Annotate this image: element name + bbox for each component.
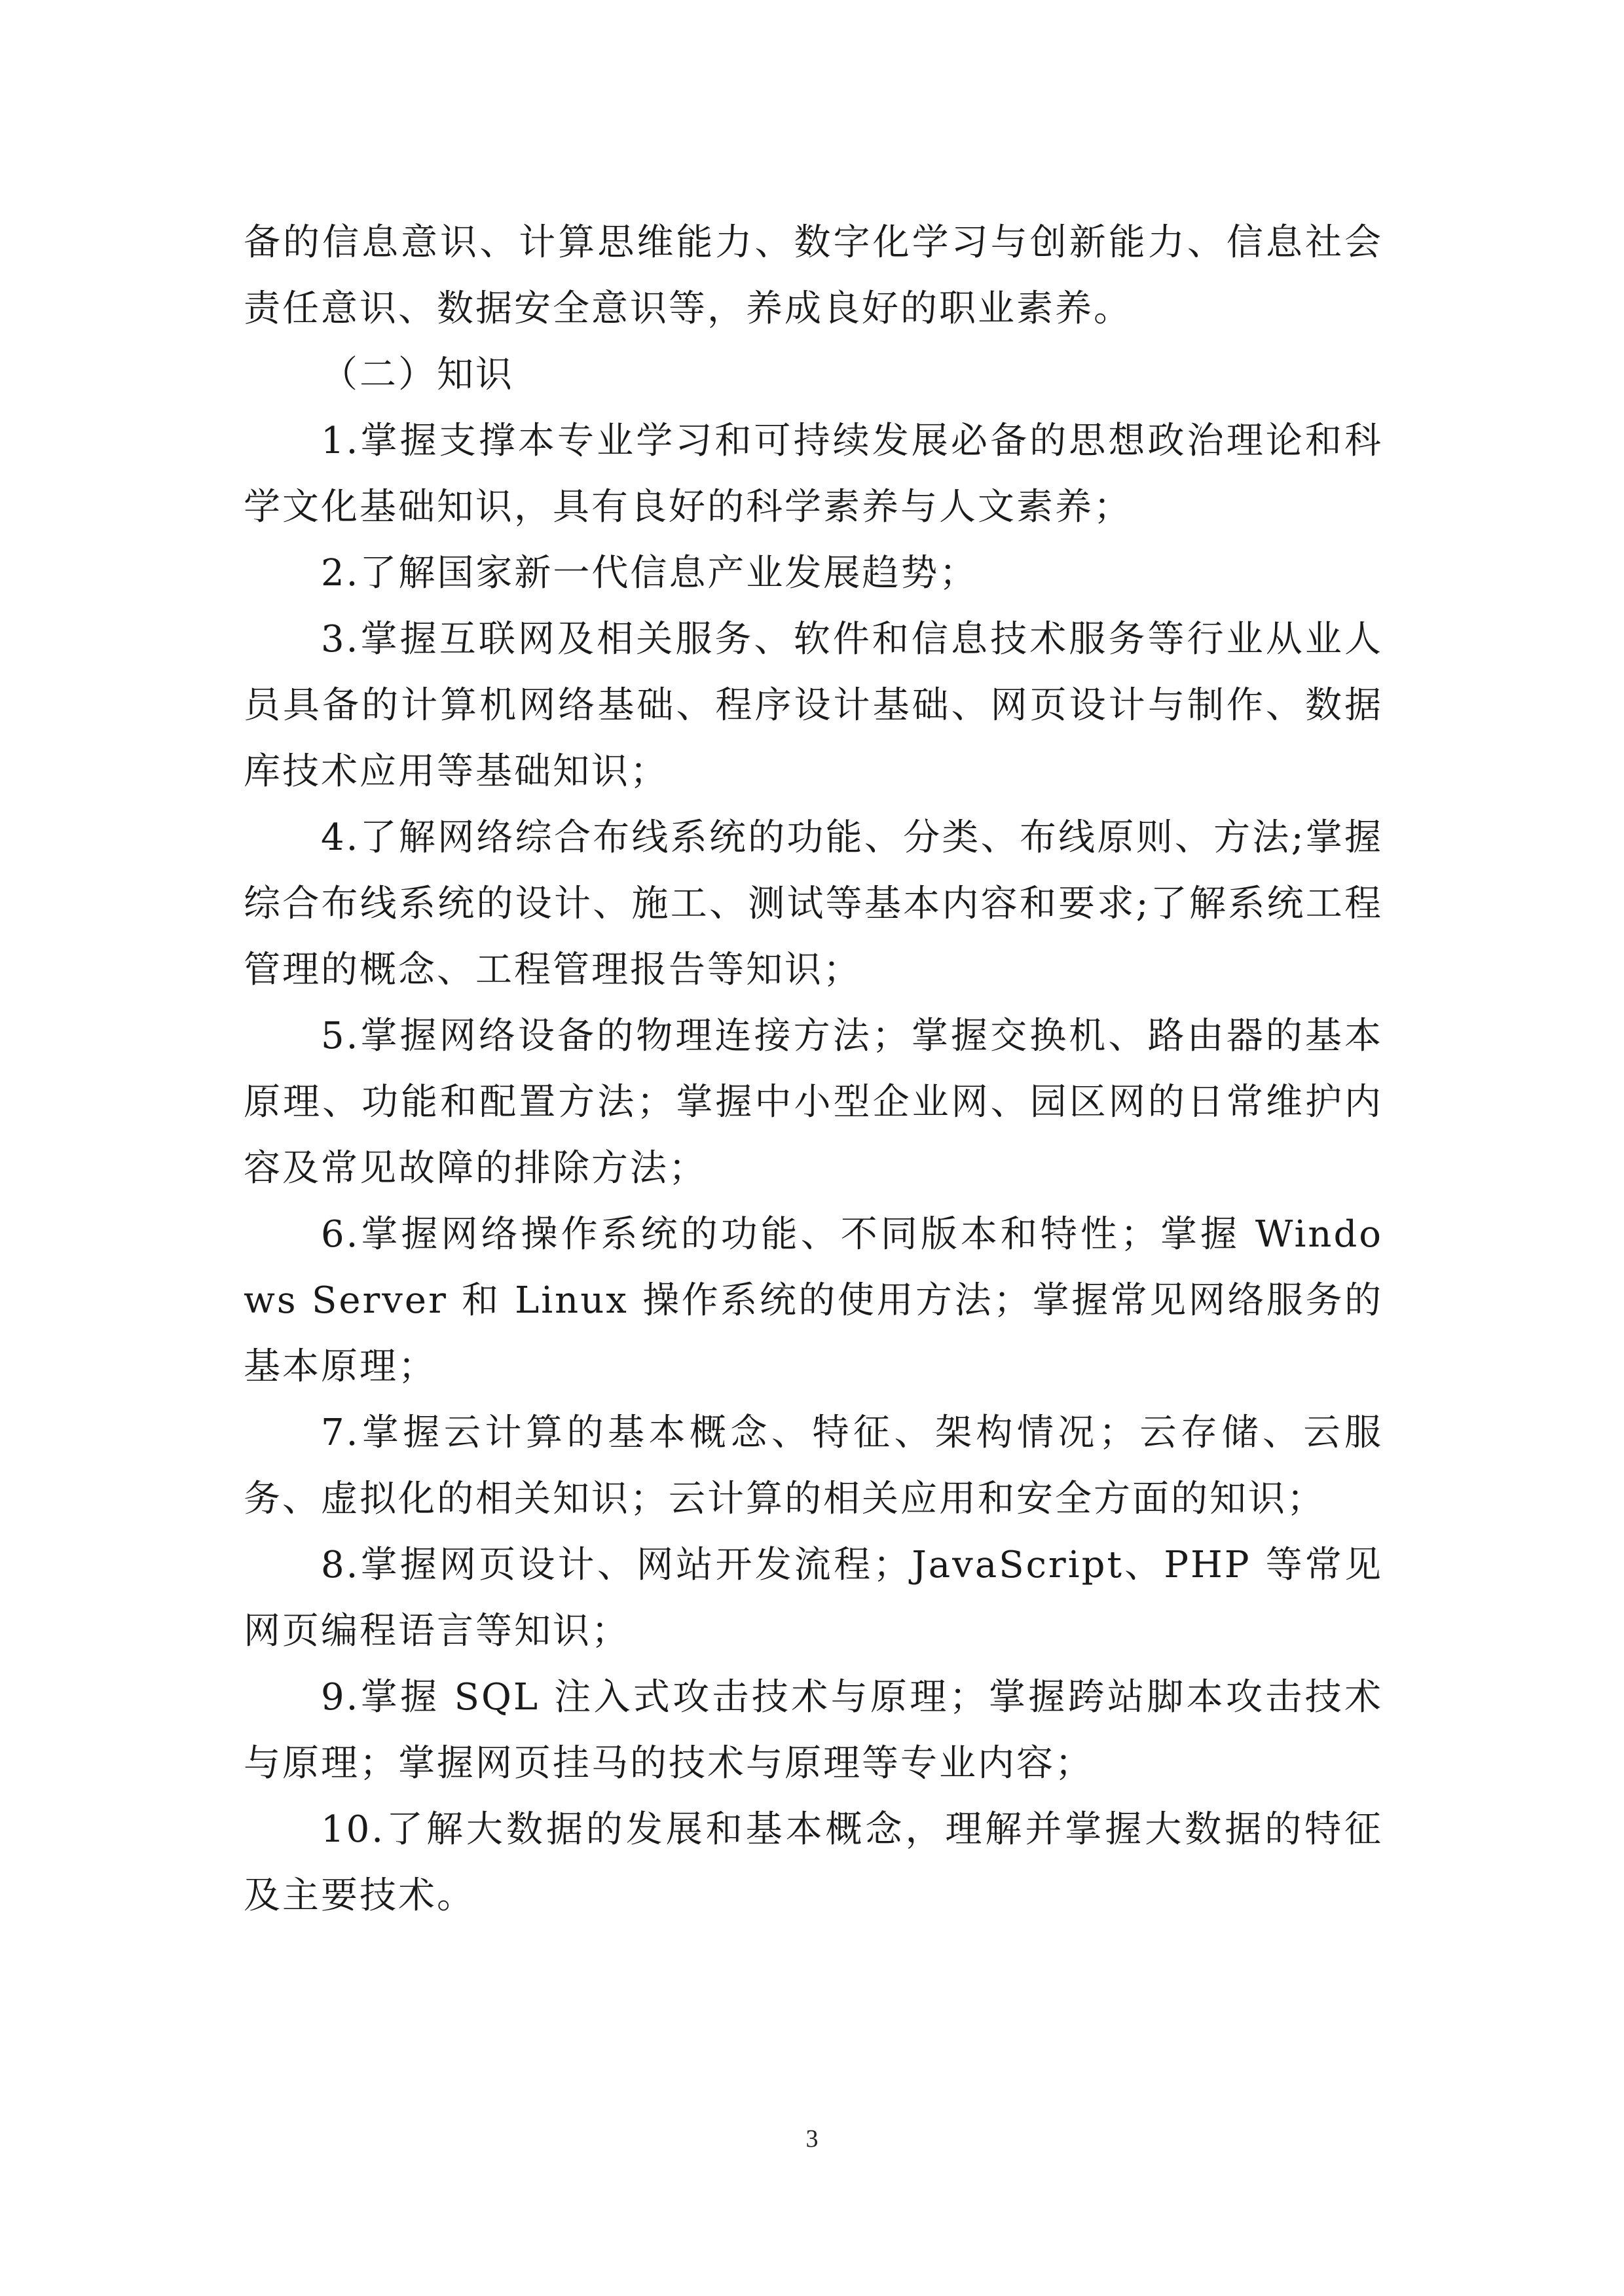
list-item-2: 2.了解国家新一代信息产业发展趋势； <box>321 552 978 594</box>
list-item-4: 4.了解网络综合布线系统的功能、分类、布线原则、方法;掌握综合布线系统的设计、施工、测试等基本内容和要求;了解系统工程管理的概念、工程管理报告等知识； <box>244 816 1383 991</box>
page-number: 3 <box>805 2125 819 2153</box>
section-heading-knowledge: （二）知识 <box>321 354 514 396</box>
paragraph-continuation: 备的信息意识、计算思维能力、数字化学习与创新能力、信息社会责任意识、数据安全意识等，养成良好的职业素养。 <box>244 221 1383 330</box>
list-item-5: 5.掌握网络设备的物理连接方法；掌握交换机、路由器的基本原理、功能和配置方法；掌握中小型企业网、园区网的日常维护内容及常见故障的排除方法； <box>244 1015 1383 1190</box>
body-text <box>244 210 1383 1929</box>
list-item-8: 8.掌握网页设计、网站开发流程；JavaScript、PHP 等常见网页编程语言等知识； <box>244 1544 1383 1652</box>
list-item-3: 3.掌握互联网及相关服务、软件和信息技术服务等行业从业人员具备的计算机网络基础、程序设计基础、网页设计与制作、数据库技术应用等基础知识； <box>244 618 1383 793</box>
list-item-6: 6.掌握网络操作系统的功能、不同版本和特性；掌握 Windows Server 和 Linux 操作系统的使用方法；掌握常见网络服务的基本原理； <box>244 1213 1383 1388</box>
list-item-7: 7.掌握云计算的基本概念、特征、架构情况；云存储、云服务、虚拟化的相关知识；云计算的相关应用和安全方面的知识； <box>244 1412 1383 1520</box>
list-item-10: 10.了解大数据的发展和基本概念，理解并掌握大数据的特征及主要技术。 <box>244 1808 1383 1917</box>
list-item-9: 9.掌握 SQL 注入式攻击技术与原理；掌握跨站脚本攻击技术与原理；掌握网页挂马的技术与原理等专业内容； <box>244 1676 1383 1785</box>
list-item-1: 1.掌握支撑本专业学习和可持续发展必备的思想政治理论和科学文化基础知识，具有良好的科学素养与人文素养； <box>244 420 1383 528</box>
